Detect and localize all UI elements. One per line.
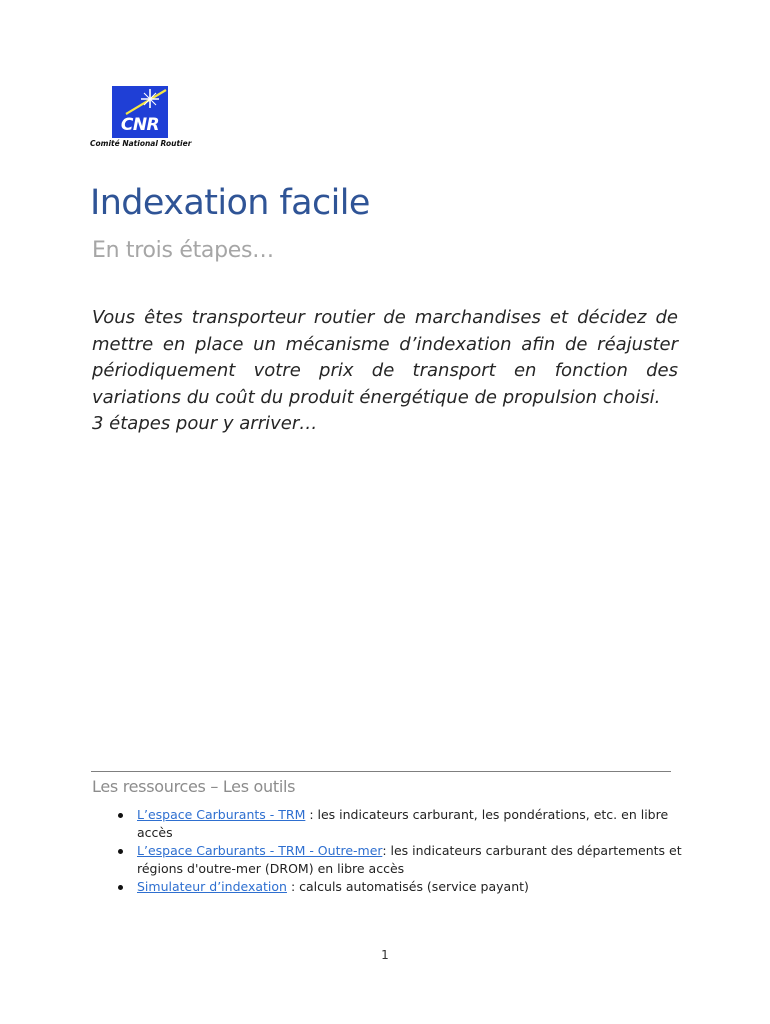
- list-item-text: : calculs automatisés (service payant): [286, 879, 529, 894]
- intro-text: [92, 305, 678, 438]
- bullet-icon: [118, 813, 123, 818]
- logo-caption: Comité National Routier: [90, 139, 192, 148]
- page-number: 1: [381, 948, 389, 962]
- document-title: Indexation facile: [90, 183, 370, 223]
- cnr-logo: [90, 84, 200, 150]
- list-item: [92, 878, 682, 896]
- resources-list: [92, 806, 682, 896]
- logo-yellow-stroke: [126, 90, 166, 114]
- resources-heading: Les ressources – Les outils: [92, 777, 296, 796]
- link-espace-carburants-trm[interactable]: L’espace Carburants - TRM: [137, 807, 306, 822]
- intro-paragraph: Vous êtes transporteur routier de marchandises et décidez de mettre en place un mécanisme d’indexation afin de réajuster périodiquement votre prix de transport en fonction des variations du coût du produit énergétique de propulsion choisi.: [92, 307, 678, 408]
- intro-closing: 3 étapes pour y arriver…: [92, 413, 318, 434]
- list-item: [92, 842, 682, 878]
- logo-letters: CNR: [120, 115, 160, 135]
- link-espace-carburants-outre-mer[interactable]: L’espace Carburants - TRM - Outre-mer: [137, 843, 383, 858]
- bullet-icon: [118, 849, 123, 854]
- list-item: [92, 806, 682, 842]
- bullet-icon: [118, 885, 123, 890]
- section-divider: [91, 771, 671, 772]
- link-simulateur-indexation[interactable]: Simulateur d’indexation: [137, 879, 287, 894]
- list-item-text: : les indicateurs carburant des départements et régions d'outre-mer (DROM) en libre accès: [137, 843, 682, 876]
- list-item-text: : les indicateurs carburant, les pondérations, etc. en libre accès: [137, 807, 669, 840]
- document-subtitle: En trois étapes…: [92, 238, 274, 263]
